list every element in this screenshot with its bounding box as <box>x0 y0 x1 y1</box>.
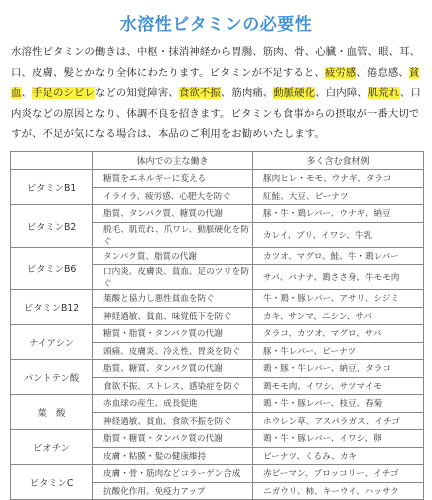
function-cell: 糖質をエネルギーに変える <box>93 170 253 188</box>
highlight-appetite-loss: 食欲不振 <box>178 87 221 99</box>
function-cell: 皮膚・粘膜・髪の健康維持 <box>93 447 253 465</box>
food-cell: 鶏・豚・牛レバー、納豆、タラコ <box>253 360 424 378</box>
food-cell: カレイ、ブリ、イワシ、牛乳 <box>253 222 424 247</box>
header-function: 体内での主な働き <box>93 152 253 170</box>
function-cell: 頭痛、皮膚炎、冷え性、胃炎を防ぐ <box>93 342 253 360</box>
function-cell: 脱毛、肌荒れ、爪ワレ、動脈硬化を防ぐ <box>93 222 253 247</box>
food-cell: カツオ、マグロ、鮭、牛・鶏レバー <box>253 247 424 265</box>
vitamin-name: パントテン酸 <box>11 360 93 395</box>
table-row <box>11 290 424 308</box>
function-cell: 葉酸と協力し悪性貧血を防ぐ <box>93 290 253 308</box>
table-row <box>11 465 424 483</box>
function-cell: 赤血球の産生、成長促進 <box>93 395 253 413</box>
function-cell: タンパク質、脂質の代謝 <box>93 247 253 265</box>
function-cell: 糖質・脂質・タンパク質の代謝 <box>93 325 253 343</box>
intro-text: 、口内炎などの原因となり、体調不良を招きます。ビタミンも食事からの摂取が一番大切ですが、不足が気になる場合は、本品のご利用をお勧めいたします。 <box>11 87 421 140</box>
food-cell: 牛・鶏・豚レバー、アサリ、シジミ <box>253 290 424 308</box>
vitamin-name: ビタミンC <box>11 465 93 500</box>
intro-text: 、筋肉痛、 <box>220 87 274 99</box>
intro-text: 水溶性ビタミンの働きは、中枢・抹消神経から胃腸、筋肉、骨、心臓・血管、眼、耳、口、皮膚、髪とかなり全体にわたります。ビタミンが不足すると、 <box>11 46 421 79</box>
table-row <box>11 395 424 413</box>
food-cell: 豚肉ヒレ・モモ、ウナギ、タラコ <box>253 170 424 188</box>
vitamin-name: ビタミンB12 <box>11 290 93 325</box>
highlight-numbness: 手足のシビレ <box>32 87 95 99</box>
function-cell: イライラ、疲労感、心肥大を防ぐ <box>93 187 253 205</box>
food-cell: ニガウリ、柿、キーウイ、ハッサク <box>253 482 424 500</box>
intro-text: 、倦怠感、 <box>356 66 409 79</box>
header-vitamin <box>11 152 93 170</box>
table-row <box>11 247 424 265</box>
table-row <box>11 170 424 188</box>
function-cell: 抗酸化作用、免疫力アップ <box>93 482 253 500</box>
food-cell: カキ、サンマ、ニシン、サバ <box>253 307 424 325</box>
table-row <box>11 325 424 343</box>
food-cell: 豚・牛・鶏レバー、ウナギ、納豆 <box>253 205 424 223</box>
page-title: 水溶性ビタミンの必要性 <box>119 15 313 35</box>
food-cell: 鶏・牛・豚レバー、イワシ、卵 <box>253 430 424 448</box>
vitamin-name: ビタミンB1 <box>11 170 93 205</box>
function-cell: 神経過敏、貧血、食欲不振を防ぐ <box>93 412 253 430</box>
table-row <box>11 430 424 448</box>
food-cell: 鶏・牛・豚レバー、枝豆、春菊 <box>253 395 424 413</box>
food-cell: 赤ピーマン、ブロッコリー、イチゴ <box>253 465 424 483</box>
vitamin-name: 葉 酸 <box>11 395 93 430</box>
highlight-arteriosclerosis: 動脈硬化 <box>273 87 316 99</box>
highlight-anemia: 貧血 <box>11 66 420 99</box>
function-cell: 脂質、糖質、タンパク質の代謝 <box>93 360 253 378</box>
highlight-fatigue: 疲労感 <box>324 66 357 79</box>
food-cell: 紅鮭、大豆、ピーナツ <box>253 187 424 205</box>
food-cell: 豚・牛レバー、ピーナツ <box>253 342 424 360</box>
table-row <box>11 360 424 378</box>
food-cell: ピーナツ、くるみ、カキ <box>253 447 424 465</box>
function-cell: 口内炎、皮膚炎、貧血、足のツリを防ぐ <box>93 265 253 290</box>
intro-paragraph <box>11 42 423 145</box>
food-cell: ホウレン草、アスパラガス、イチゴ <box>253 412 424 430</box>
function-cell: 脂質、タンパク質、糖質の代謝 <box>93 205 253 223</box>
function-cell: 神経過敏、貧血、味覚低下を防ぐ <box>93 307 253 325</box>
vitamin-name: ビタミンB6 <box>11 247 93 290</box>
intro-text: 、白内障、 <box>315 87 368 99</box>
intro-text: などの知覚障害、 <box>94 87 179 99</box>
intro-text: 、 <box>21 87 32 99</box>
vitamin-table <box>10 151 424 500</box>
table-row <box>11 205 424 223</box>
vitamin-name: ビオチン <box>11 430 93 465</box>
food-cell: タラコ、カツオ、マグロ、サバ <box>253 325 424 343</box>
function-cell: 皮膚・骨・筋肉などコラーゲン合成 <box>93 465 253 483</box>
function-cell: 脂質・糖質・タンパク質の代謝 <box>93 430 253 448</box>
highlight-rough-skin: 肌荒れ <box>367 87 400 99</box>
header-foods: 多く含む食材例 <box>253 152 424 170</box>
vitamin-name: ナイアシン <box>11 325 93 360</box>
vitamin-name: ビタミンB2 <box>11 205 93 248</box>
food-cell: サバ、バナナ、鶏ささ身、牛モモ肉 <box>253 265 424 290</box>
food-cell: 鶏モモ肉、イワシ、サツマイモ <box>253 377 424 395</box>
table-header-row <box>11 152 424 170</box>
function-cell: 食欲不振、ストレス、感染症を防ぐ <box>93 377 253 395</box>
